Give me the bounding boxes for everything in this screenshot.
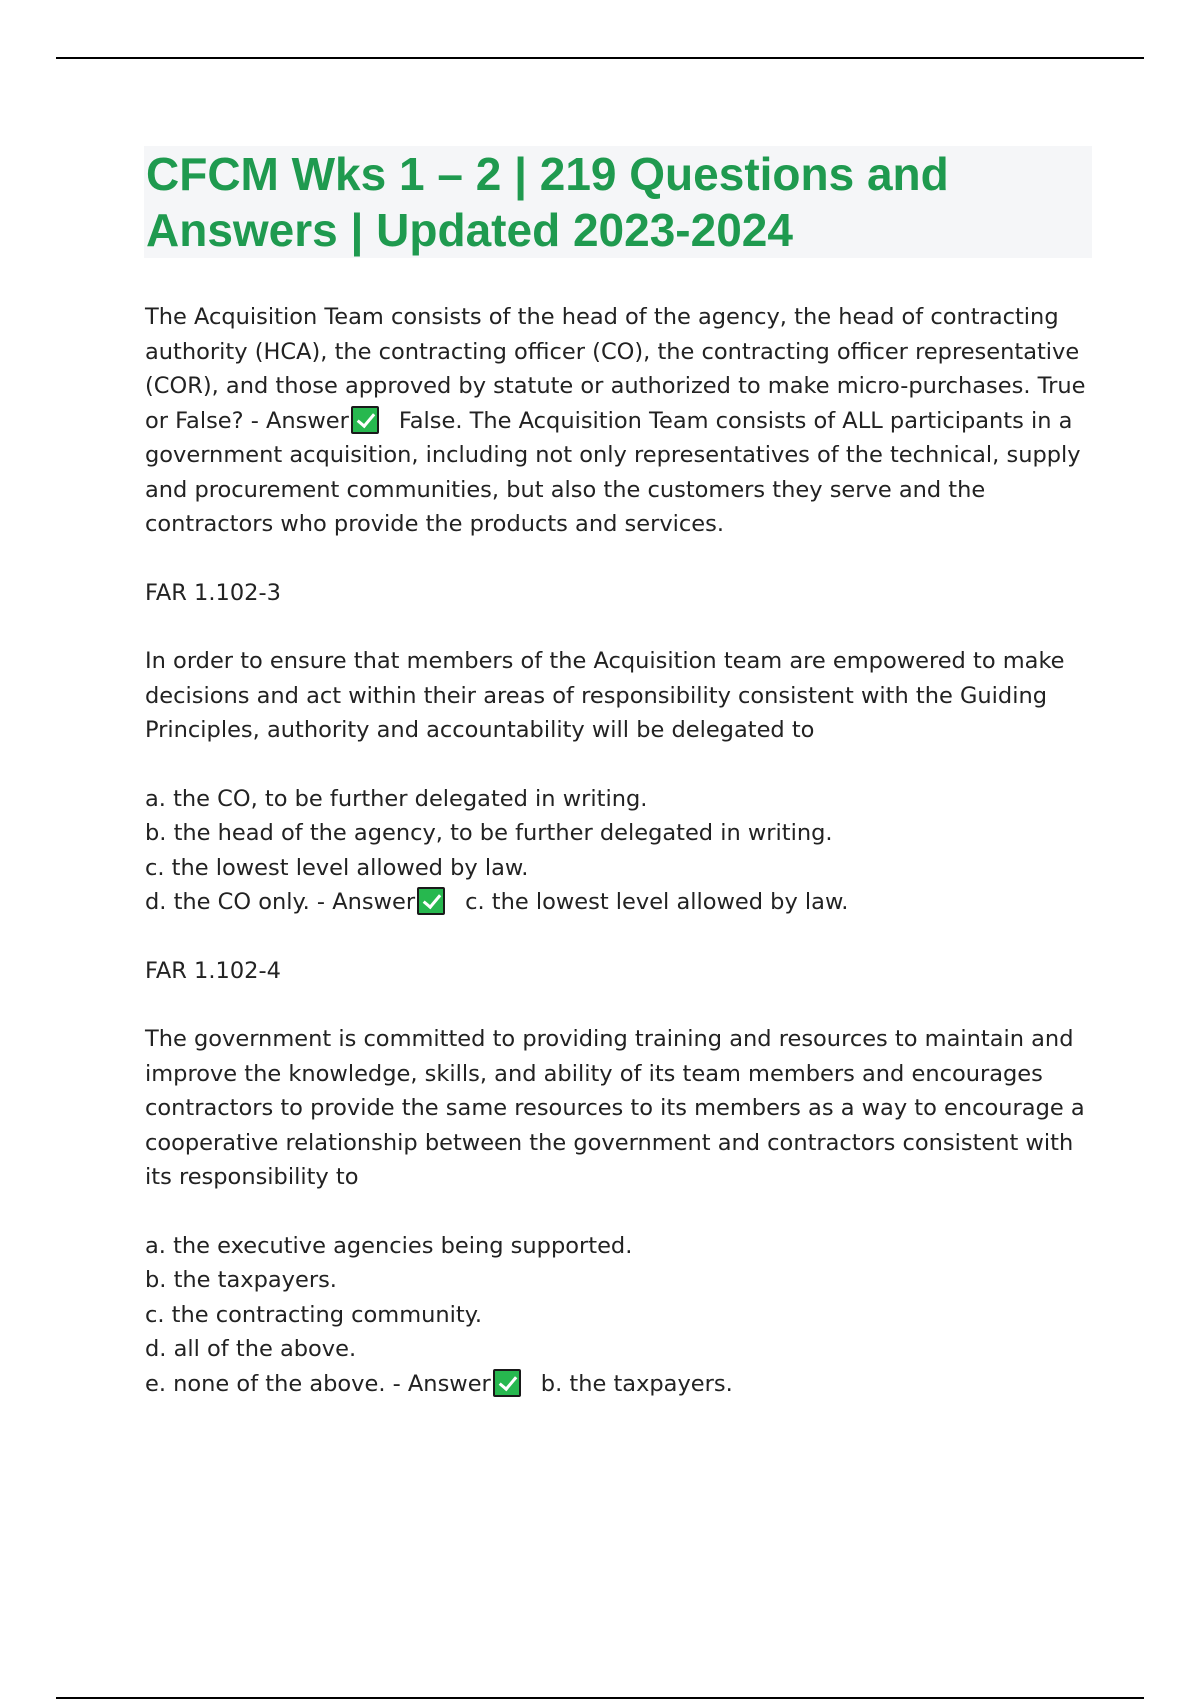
question-prompt: In order to ensure that members of the Acquisition team are empowered to make decisions and act within their areas of responsibility consistent with the Guiding Principles, authority and accountability will be delegated to — [145, 648, 1065, 743]
check-mark-icon — [493, 1369, 521, 1397]
bottom-rule — [56, 1697, 1144, 1699]
option-item: c. the contracting community. — [145, 1301, 482, 1328]
answer-text: False. The Acquisition Team consists of ALL participants in a government acquisition, including not only representatives of the technical, supply and procurement communities, but also the customers they serve and the contractors who provide the products and services. — [145, 407, 1081, 537]
top-rule — [56, 57, 1144, 59]
option-item-with-answer — [145, 1367, 1105, 1402]
document-body — [145, 300, 1105, 1435]
answer-text: b. the taxpayers. — [540, 1370, 733, 1397]
check-mark-icon — [417, 887, 445, 915]
question-prompt: The government is committed to providing training and resources to maintain and improve the knowledge, skills, and ability of its team members and encourages contractors to provide the same resources to its members as a way to encourage a cooperative relationship between the government and contractors consistent with its responsibility to — [145, 1026, 1085, 1190]
option-item: c. the lowest level allowed by law. — [145, 854, 529, 881]
option-item: d. all of the above. — [145, 1336, 357, 1362]
document-title: CFCM Wks 1 – 2 | 219 Questions and Answers | Updated 2023-2024 — [146, 148, 949, 256]
check-mark-icon — [351, 406, 379, 434]
option-item: b. the taxpayers. — [145, 1267, 337, 1293]
option-item: b. the head of the agency, to be further delegated in writing. — [145, 820, 833, 846]
option-item: d. the CO only. - Answer — [145, 889, 416, 915]
answer-options — [145, 782, 1105, 920]
answer-options — [145, 1229, 1105, 1402]
far-reference: FAR 1.102-4 — [145, 957, 281, 984]
question-block — [145, 300, 1105, 542]
option-item: a. the CO, to be further delegated in writing. — [145, 785, 648, 812]
option-item: a. the executive agencies being supported. — [145, 1232, 633, 1259]
option-item: e. none of the above. - Answer — [145, 1370, 491, 1397]
far-reference: FAR 1.102-3 — [145, 579, 281, 606]
question-prompt: The Acquisition Team consists of the head of the agency, the head of contracting authority (HCA), the contracting officer (CO), the contracting officer representative (COR), and those approved by statute or authorized to make micro-purchases. True or False? - Answer — [145, 304, 1086, 434]
option-item-with-answer — [145, 885, 1105, 920]
answer-text: c. the lowest level allowed by law. — [465, 889, 849, 915]
